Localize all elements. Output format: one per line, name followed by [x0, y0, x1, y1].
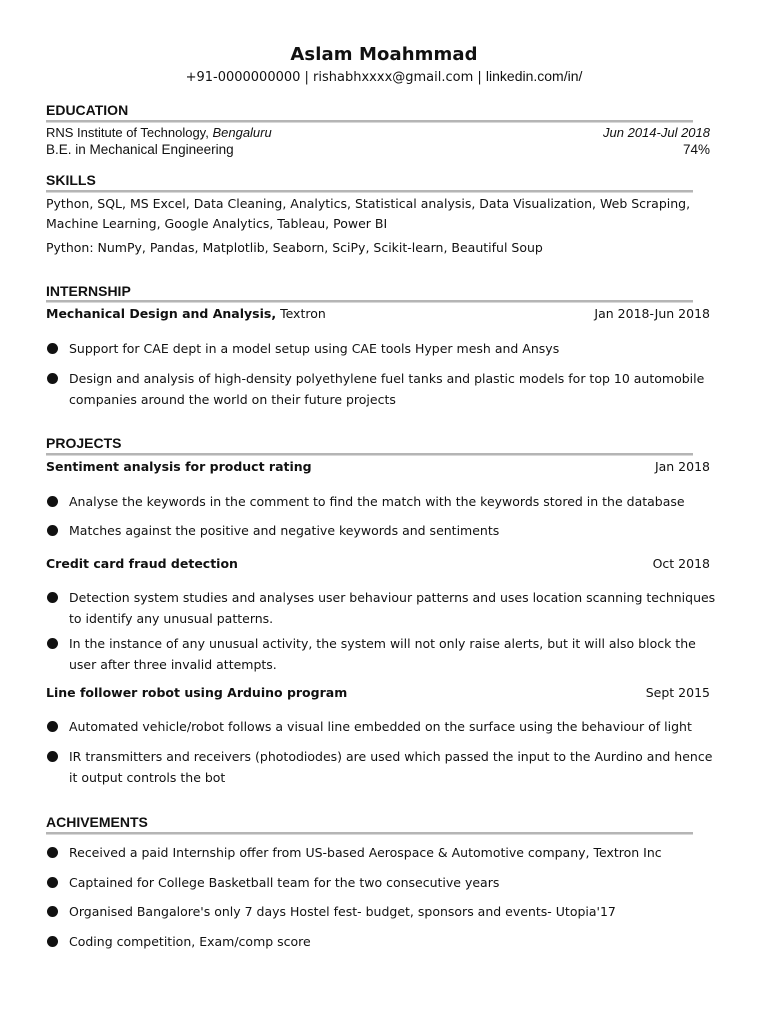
section-divider: [46, 120, 693, 123]
skills-heading: SKILLS: [46, 172, 96, 188]
bullet-icon: [47, 638, 58, 649]
projects-heading: PROJECTS: [46, 435, 122, 451]
skills-line-2: Python: NumPy, Pandas, Matplotlib, Seaborn, SciPy, Scikit-learn, Beautiful Soup: [46, 240, 543, 255]
linkedin-link[interactable]: linkedin.com/in/: [485, 68, 583, 84]
score: 74%: [682, 142, 710, 157]
internship-role: Mechanical Design and Analysis,: [46, 306, 277, 321]
education-row-2: [46, 142, 710, 157]
bullet-icon: [47, 877, 58, 888]
project-date: Jan 2018: [654, 459, 710, 474]
section-divider: [46, 832, 693, 835]
project-date: Sept 2015: [645, 685, 710, 700]
project-name: Sentiment analysis for product rating: [46, 459, 312, 474]
bullet-icon: [47, 847, 58, 858]
contact-line: [0, 68, 768, 85]
list-item: Matches against the positive and negative keywords and sentiments: [46, 520, 718, 541]
bullet-icon: [47, 936, 58, 947]
institute-name: RNS Institute of Technology,: [46, 125, 209, 140]
section-divider: [46, 190, 693, 193]
bullet-icon: [47, 592, 58, 603]
project-name: Line follower robot using Arduino program: [46, 685, 348, 700]
list-item: Detection system studies and analyses user behaviour patterns and uses location scanning techniques to identify any unusual patterns.: [46, 587, 718, 629]
candidate-name: Aslam Moahmmad: [290, 44, 478, 65]
bullet-icon: [47, 906, 58, 917]
list-item: Design and analysis of high-density polyethylene fuel tanks and plastic models for top 10 automobile companies around the world on their future projects: [46, 368, 718, 410]
phone-email: +91-0000000000 | rishabhxxxx@gmail.com |: [185, 70, 486, 85]
list-item: Received a paid Internship offer from US-based Aerospace & Automotive company, Textron Inc: [46, 842, 718, 863]
bullet-icon: [47, 721, 58, 732]
internship-company: Textron: [276, 306, 326, 321]
education-dates: Jun 2014-Jul 2018: [603, 125, 710, 140]
project-row: [46, 459, 710, 474]
internship-dates: Jan 2018-Jun 2018: [594, 306, 710, 321]
bullet-icon: [47, 496, 58, 507]
project-row: [46, 556, 710, 571]
institute-location: Bengaluru: [208, 125, 272, 140]
internship-heading: INTERNSHIP: [46, 283, 131, 299]
list-item: Captained for College Basketball team for the two consecutive years: [46, 872, 718, 893]
list-item: Support for CAE dept in a model setup using CAE tools Hyper mesh and Ansys: [46, 338, 718, 359]
skills-line-1: Python, SQL, MS Excel, Data Cleaning, Analytics, Statistical analysis, Data Visualization, Web Scraping, Machine Learning, Google Analytics, Tableau, Power BI: [46, 196, 691, 231]
list-item: Automated vehicle/robot follows a visual line embedded on the surface using the behaviour of light: [46, 716, 718, 737]
degree: B.E. in Mechanical Engineering: [46, 142, 234, 157]
education-row-1: [46, 125, 710, 140]
internship-row: [46, 306, 710, 321]
section-divider: [46, 300, 693, 303]
project-date: Oct 2018: [652, 556, 710, 571]
bullet-icon: [47, 343, 58, 354]
project-row: [46, 685, 710, 700]
bullet-icon: [47, 373, 58, 384]
list-item: In the instance of any unusual activity, the system will not only raise alerts, but it will also block the user after three invalid attempts.: [46, 633, 718, 675]
list-item: Organised Bangalore's only 7 days Hostel fest- budget, sponsors and events- Utopia'17: [46, 901, 718, 922]
education-heading: EDUCATION: [46, 102, 129, 118]
list-item: Analyse the keywords in the comment to find the match with the keywords stored in the database: [46, 491, 718, 512]
list-item: Coding competition, Exam/comp score: [46, 931, 718, 952]
achievements-heading: ACHIVEMENTS: [46, 814, 148, 830]
section-divider: [46, 453, 693, 456]
bullet-icon: [47, 525, 58, 536]
list-item: IR transmitters and receivers (photodiodes) are used which passed the input to the Aurdino and hence it output controls the bot: [46, 746, 718, 788]
bullet-icon: [47, 751, 58, 762]
project-name: Credit card fraud detection: [46, 556, 238, 571]
